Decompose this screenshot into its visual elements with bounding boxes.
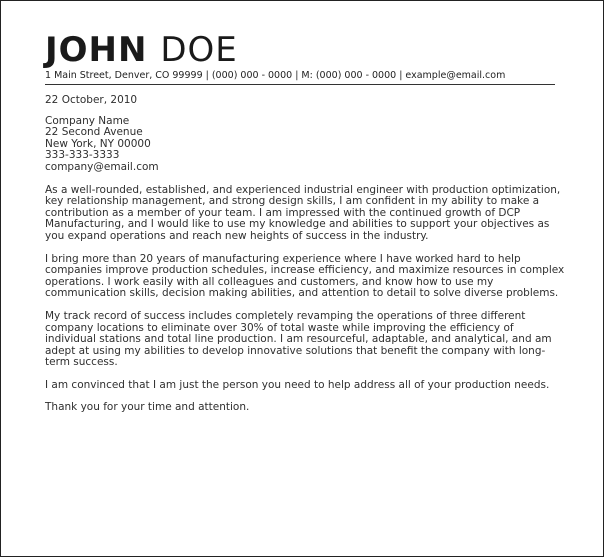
sender-last-name: DOE bbox=[160, 30, 238, 70]
letter-content bbox=[45, 31, 565, 414]
recipient-city: New York, NY 00000 bbox=[45, 137, 151, 150]
recipient-street: 22 Second Avenue bbox=[45, 126, 143, 139]
sender-first-name: JOHN bbox=[45, 30, 148, 70]
sender-contact-line: 1 Main Street, Denver, CO 99999 | (000) 000 - 0000 | M: (000) 000 - 0000 | example@email.com bbox=[45, 70, 555, 85]
body-paragraph: I am convinced that I am just the person you need to help address all of your production needs. bbox=[45, 378, 550, 391]
recipient-address bbox=[45, 116, 565, 174]
letter-date: 22 October, 2010 bbox=[45, 94, 138, 106]
recipient-company: Company Name bbox=[45, 114, 130, 127]
sender-name bbox=[45, 31, 565, 69]
recipient-email: company@email.com bbox=[45, 160, 159, 173]
body-paragraph: I bring more than 20 years of manufacturing experience where I have worked hard to help companies improve production schedules, increase efficiency, and maximize resources in complex operations. I work easily with all colleagues and customers, and know how to use my communication skills, decision making abilities, and attention to detail to solve diverse problems. bbox=[45, 252, 565, 300]
body-paragraph: My track record of success includes completely revamping the operations of three different company locations to eliminate over 30% of total waste while improving the efficiency of individual stations and total line production. I am resourceful, adaptable, and analytical, and am adept at using my abilities to develop innovative solutions that benefit the company with long-term success. bbox=[45, 309, 552, 369]
body-paragraph: As a well-rounded, established, and experienced industrial engineer with production optimization, key relationship management, and strong design skills, I am confident in my ability to make a contribution as a member of your team. I am impressed with the continued growth of DCP Manufacturing, and I would like to use my knowledge and abilities to support your objectives as you expand operations and reach new heights of success in the industry. bbox=[45, 183, 561, 242]
closing-line: Thank you for your time and attention. bbox=[45, 401, 250, 414]
recipient-phone: 333-333-3333 bbox=[45, 149, 120, 162]
